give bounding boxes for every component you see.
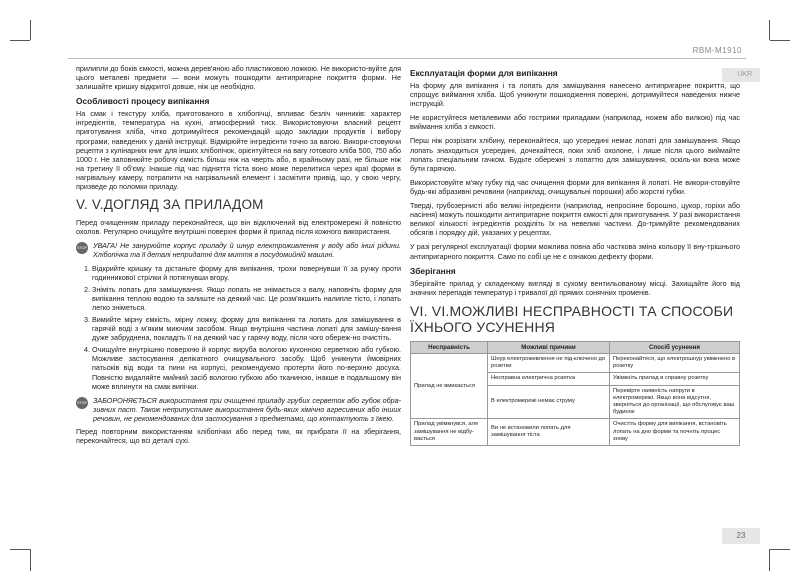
language-tab: UKR [722,68,760,82]
fix-cell: Очистіть форму для випікання, встановіть лопать на дно форми та почніть процес знову [610,419,740,446]
cause-cell: Ви не встановили лопать для замішування тіста [488,419,610,446]
fix-cell: Переконайтеся, що електрошнур увімкнено в розетку [610,353,740,372]
fix-cell: Увімкніть прилад в справну розетку [610,373,740,385]
table-row [411,419,740,446]
stop-icon: STOP [76,242,88,254]
storage-heading: Зберігання [410,265,456,276]
intro-paragraph: прилипли до боків ємкості, можна дерев'яною або пластиковою ложкою. Не використо-вуйте для цього металеві предмети — вони можуть пошкодити антипригарне покриття форми. Не залишайте кришку відкритої довше, ніж це необхідно. [76,64,401,92]
paragraph: Перш ніж розрізати хлібину, переконайтеся, що усередині немає лопаті для замішування. Якщо лопать знаходиться усередині, дочекайтеся, поки хліб охолоне, і лише після цього виймайте лопать спеціальним гачком. Будьте обережні з лопаттю для замішування, оскіль-ки вона може бути гарячою. [410,136,740,173]
list-item: 1. Відкрийте кришку та дістаньте форму для випікання, трохи повернувши її за ручку проти годинникової стрілки й потягнувши вгору. [92,264,401,282]
list-item: 3. Вимийте мірну ємкість, мірну ложку, форму для випікання та лопать для замішування в гарячій воді з м'яким миючим засобом. Якщо внутрішня частина лопаті для замішу-вання дуже забруднена, покладіть її на деякий час у гарячу воду, після чого обереж-но очистіть. [92,315,401,342]
care-intro: Перед очищенням приладу переконайтеся, що він відключений від електромережі й повністю охолов. Регулярно очищуйте внутрішні поверхні форми й прилад після кожного використання. [76,218,401,237]
crop-mark [769,20,770,40]
crop-mark [769,549,770,571]
cleaning-steps [76,264,401,391]
list-item: 2. Зніміть лопать для замішування. Якщо лопать не знімається з валу, наповніть форму для випікання теплою водою та залиште на деякий час. Це розм'якшить налипле тісто, і лопать легко зніметься. [92,285,401,312]
paragraph: Використовуйте м'яку губку під час очищення форми для випікання й лопаті. Не викори-стовуйте будь-які абразивні речовини (наприклад, очищувальні порошки) або жорсткі губки. [410,177,740,196]
cause-cell: Шнур електроживлення не під-ключено до розетки [488,353,610,372]
stop-icon: STOP [76,397,88,409]
column-header: Несправність [411,341,488,353]
header-rule [68,58,746,59]
storage-paragraph: Зберігайте прилад у складеному вигляді в сухому вентильованому місці. Захищайте його від значних перепадів температур і тривалої дії прямих сонячних променів. [410,278,740,297]
fix-cell: Перевірте наявність напруги в електромережі. Якщо вона відсутня, зверніться до організації, що обслуговує ваш будинок [610,385,740,419]
page-number: 23 [722,528,760,544]
features-heading: Особливості процесу випікання [76,96,210,107]
care-section-title: V. V.ДОГЛЯД ЗА ПРИЛАДОМ [76,197,264,213]
model-number: RBM-M1910 [692,46,742,55]
faults-section-title: VI. VI.МОЖЛИВІ НЕСПРАВНОСТІ ТА СПОСОБИ ЇХНЬОГО УСУНЕННЯ [410,302,734,335]
outro-paragraph: Перед повторним використанням хлібопічки або перед тим, як прибрати її на зберігання, переконайтеся, що всі деталі сухі. [76,427,401,446]
column-header: Можливі причини [488,341,610,353]
paragraph: Не користуйтеся металевими або гострими приладами (наприклад, ножем або вилкою) під час виймання хліба з ємкості. [410,113,740,132]
crop-mark [30,20,31,40]
prohibition-note [76,396,401,423]
troubleshooting-table [410,341,740,446]
table-header-row [411,341,740,353]
paragraph: На форму для випікання і та лопать для замішування нанесено антипригарне покриття, що спрощує виймання хліба. Щоб уникнути пошкодження поверхні, дотримуйтеся наведених нижче інструкцій. [410,81,740,109]
left-column [76,64,401,450]
cause-cell: В електромережі немає струму [488,385,610,419]
prohibition-text: ЗАБОРОНЯЄТЬСЯ використання при очищенні приладу грубих серветок або губок обра-зивних паст. Також неприпустиме використання будь-яких хімічно агресивних або інших речовин, не рекомендованих для застосування з предметами, що контактують з їжею. [93,395,401,423]
crop-mark [770,549,790,550]
crop-mark [10,549,30,550]
right-column [410,64,740,446]
exploit-heading: Експлуатація форми для випікання [410,68,558,78]
column-header: Спосіб усунення [610,341,740,353]
crop-mark [30,549,31,571]
crop-mark [770,40,790,41]
warning-note [76,241,401,259]
cause-cell: Несправна електрична розетка [488,373,610,385]
warning-text: УВАГА! Не занурюйте корпус приладу й шнур електроживлення у воду або інші рідини. Хлібопічка та її деталі непридатні для миття в посудомийній машині. [93,241,401,260]
table-row [411,353,740,372]
paragraph: Тверді, грубозернисті або великі інгредієнти (наприклад, непросіяне борошно, цукор, горіхи або насіння) можуть пошкодити антипригарне покриття ємкості для приготування. У разі використання великої кількості інгредієнтів розділіть їх на невеликі частини. До-тримуйте рекомендованих обсягів і порядку дій, указаних у рецептах. [410,201,740,238]
paragraph: У разі регулярної експлуатації форми можлива повна або часткова зміна кольору її вну-трішнього антипригарного покриття. Само по собі це не є ознакою дефекту форми. [410,242,740,261]
fault-cell: Прилад не вмикається [411,353,488,418]
list-item: 4. Очищуйте внутрішню поверхню й корпус вируба вологою кухонною серветкою або губкою. Можливе застосування делікатного очищувального засобу. Щоб уникнути ймовірних патьоків від води та пини на корпусі, рекомендуємо протерти його по-верхню досуха. Повністю видаляйте мийний засіб вологою губкою або тканиною, інакше в подальшому він може вплинути на смак випічки. [92,345,401,390]
features-paragraph: На смак і текстуру хліба, приготованого в хлібопічці, впливає безліч чинників: характер інгредієнтів, температура на кухні, атмосферний тиск. Використовуючи власний рецепт приготування хліба, чітко дотримуйтеся рекомендацій щодо закладки продуктів і вибору програми, наведених у даній інструкції. Відмірюйте інгредієнти точно за вагою. Викори-стовуючи рецепти з кулінарних книг для інших хлібопічок, орієнтуйтеся на вагу готового хліба 500, 750 або 1000 г. Не заповнюйте робочу ємкість більш ніж на чверть або, в крайньому разі, не більше ніж на третину її об'єму. Інакше під час підняття тіста воно може перелитися через краї форми в нагрівальну камеру, потрапити на нагрівальний елемент і засмітити привід, що, у свою чергу, призведе до поломки приладу. [76,109,401,192]
crop-mark [10,40,30,41]
fault-cell: Прилад увімкнувся, але замішування не відбу-вається [411,419,488,446]
